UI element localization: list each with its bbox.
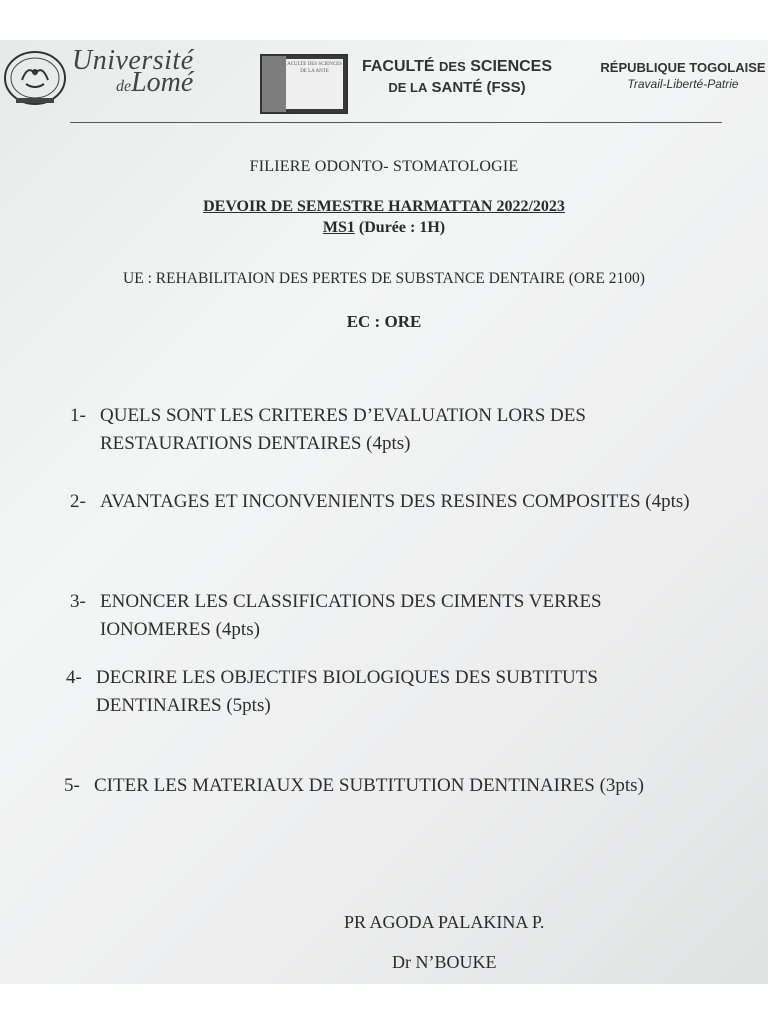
exam-title: DEVOIR DE SEMESTRE HARMATTAN 2022/2023	[203, 198, 565, 215]
republic-name: RÉPUBLIQUE TOGOLAISE	[600, 60, 766, 75]
question-number: 3-	[70, 591, 86, 612]
question-item	[66, 664, 706, 720]
university-name-line1: Université	[72, 45, 194, 76]
ec-label: EC : ORE	[346, 312, 422, 331]
faculty-logo-stripe	[262, 56, 286, 112]
question-text: DECRIRE LES OBJECTIFS BIOLOGIQUES DES SUBTITUTS DENTINAIRES (5pts)	[96, 667, 598, 716]
republic-motto: Travail-Liberté-Patrie	[627, 77, 739, 91]
faculty-title-line2: DE LA SANTÉ (FSS)	[388, 79, 526, 96]
university-name	[72, 45, 252, 98]
question-text: ENONCER LES CLASSIFICATIONS DES CIMENTS VERRES IONOMERES (4pts)	[100, 591, 602, 640]
faculty-logo-text: ACULTE DES SCIENCES DE LA ANTE	[286, 59, 343, 109]
question-item	[70, 402, 670, 458]
question-number: 1-	[70, 405, 86, 426]
filiere-label: FILIERE ODONTO- STOMATOLOGIE	[249, 158, 519, 175]
question-text: QUELS SONT LES CRITERES D’EVALUATION LORS DES RESTAURATIONS DENTAIRES (4pts)	[100, 405, 586, 454]
question-number: 2-	[70, 491, 86, 512]
faculty-title	[352, 56, 562, 98]
signature-doctor: Dr N’BOUKE	[392, 952, 497, 972]
header-divider	[70, 122, 722, 123]
republic-block	[598, 60, 768, 91]
faculty-logo	[260, 54, 348, 114]
question-item	[70, 588, 690, 644]
ue-label: UE : REHABILITAION DES PERTES DE SUBSTANCE DENTAIRE (ORE 2100)	[123, 270, 645, 287]
faculty-title-line1: FACULTÉ DES SCIENCES	[361, 58, 553, 75]
question-item	[64, 772, 754, 800]
question-text: CITER LES MATERIAUX DE SUBTITUTION DENTINAIRES (3pts)	[94, 775, 644, 796]
signature-professor: PR AGODA PALAKINA P.	[344, 912, 545, 932]
university-seal-icon	[2, 50, 68, 110]
question-number: 4-	[66, 667, 82, 688]
exam-duration: (Durée : 1H)	[358, 219, 446, 236]
question-text: AVANTAGES ET INCONVENIENTS DES RESINES COMPOSITES (4pts)	[100, 491, 690, 512]
exam-level-code: MS1	[322, 219, 355, 236]
question-number: 5-	[64, 775, 80, 796]
question-item	[70, 488, 730, 516]
university-name-line2: deLomé	[116, 67, 194, 98]
exam-sheet	[0, 40, 768, 984]
exam-level	[0, 219, 768, 237]
